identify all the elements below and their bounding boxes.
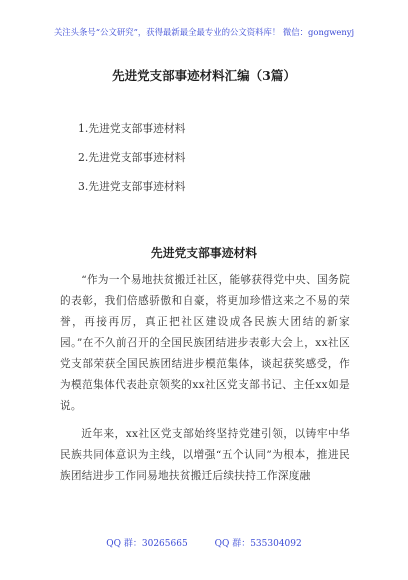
table-of-contents — [78, 122, 185, 209]
header-note: 关注头条号“公文研究”，获得最新最全最专业的公文资料库！ 微信：gongwenyj — [53, 27, 355, 37]
footer-qq-group-1: QQ 群：30265665 — [106, 539, 188, 549]
paragraph: 近年来，xx社区党支部始终坚持党建引领，以铸牢中华民族共同体意识为主线，以增强“五个认同”为根本，推进民族团结进步工作同易地扶贫搬迁后续扶持工作深度融 — [60, 428, 350, 482]
section-title: 先进党支部事迹材料 — [150, 246, 258, 260]
toc-item: 3.先进党支部事迹材料 — [78, 180, 186, 193]
paragraph: “作为一个易地扶贫搬迁社区，能够获得党中央、国务院的表彰，我们倍感骄傲和自豪，将更加珍惜这来之不易的荣誉，再接再厉，真正把社区建设成各民族大团结的新家园。”在不久前召开的全国民族团结进步表彰大会上，xx社区党支部荣获全国民族团结进步模范集体，谈起获奖感受，作为模范集体代表赴京领奖的xx社区党支部书记、主任xx如是说。 — [60, 274, 350, 412]
body-text — [60, 270, 350, 494]
document-title: 先进党支部事迹材料汇编（3篇） — [112, 68, 296, 83]
footer-qq-group-2: QQ 群：535304092 — [214, 539, 302, 549]
toc-item: 2.先进党支部事迹材料 — [78, 151, 186, 164]
footer — [0, 536, 408, 549]
toc-item: 1.先进党支部事迹材料 — [78, 122, 186, 135]
